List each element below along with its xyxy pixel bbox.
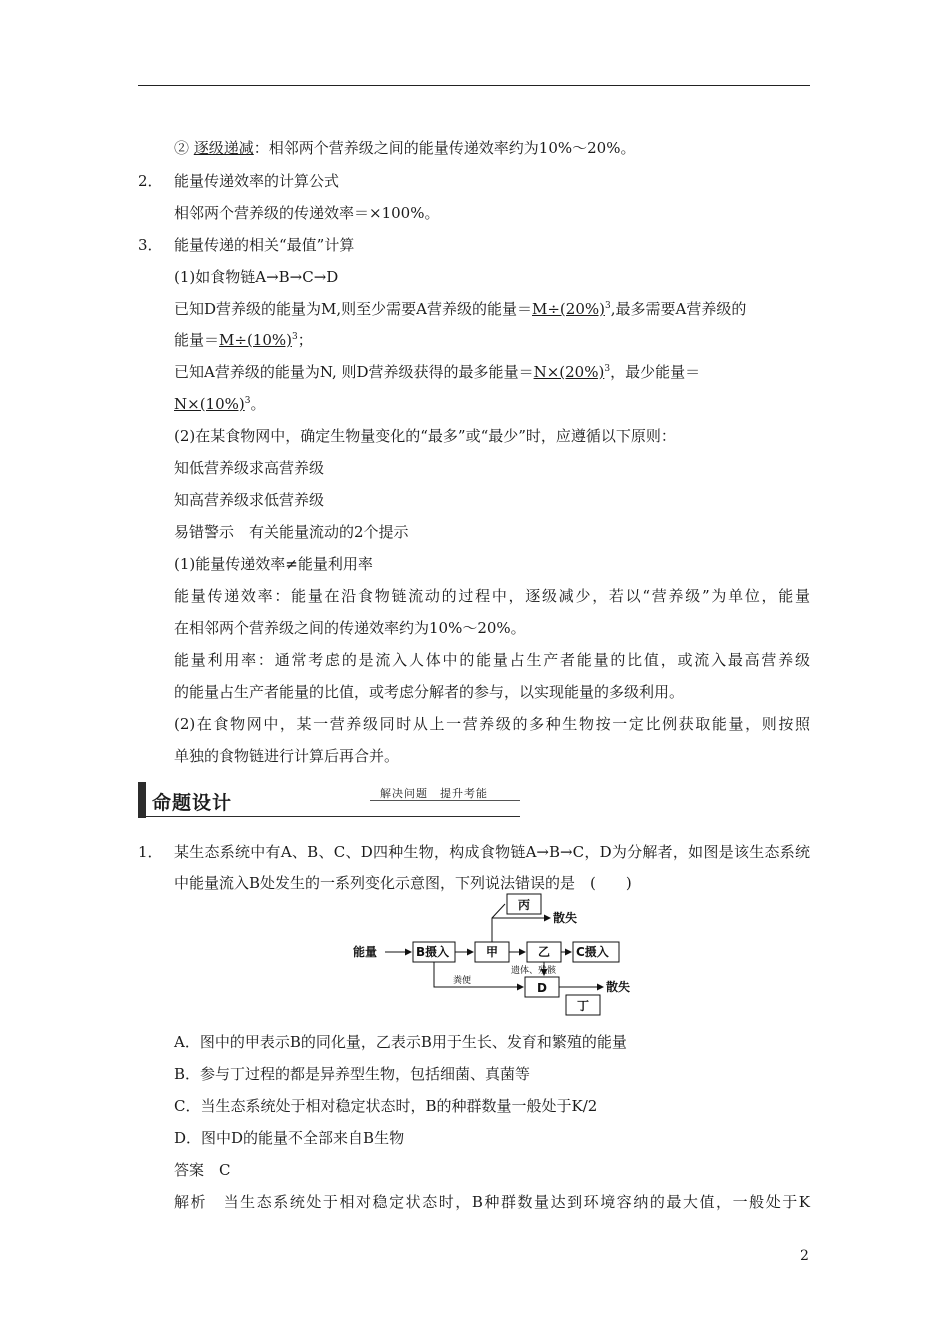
answer: 答案 C xyxy=(174,1161,231,1179)
warning-1-title: (1)能量传递效率≠能量利用率 xyxy=(174,555,373,573)
analysis: 解析 当生态系统处于相对稳定状态时，B种群数量达到环境容纳的最大值，一般处于K xyxy=(174,1193,810,1211)
label-lost-top: 散失 xyxy=(553,911,578,925)
label-bing: 丙 xyxy=(518,898,531,912)
energy-flow-diagram xyxy=(345,890,645,1020)
warning-2-text-b: 单独的食物链进行计算后再合并。 xyxy=(174,747,400,765)
label-energy: 能量 xyxy=(353,945,378,959)
label-b-intake: B摄入 xyxy=(416,945,450,959)
warning-2-text-a: (2)在食物网中，某一营养级同时从上一营养级的多种生物按一定比例获取能量，则按照 xyxy=(174,715,810,733)
question-number: 1． xyxy=(138,843,163,861)
calc-line-1: 已知D营养级的能量为M,则至少需要A营养级的能量$=M\div(20\%)^3$,最多需要A营养级的 xyxy=(174,300,747,318)
item-2-number: 2． xyxy=(138,172,163,190)
item-2-formula: 相邻两个营养级的传递效率＝×100%。 xyxy=(174,204,440,222)
section-subtitle: 解决问题 提升考能 xyxy=(380,787,488,800)
section-title: 命题设计 xyxy=(152,792,233,814)
warning-1-text-b: 在相邻两个营养级之间的传递效率约为10%～20%。 xyxy=(174,619,526,637)
question-stem-a: 某生态系统中有A、B、C、D四种生物，构成食物链A→B→C，D为分解者，如图是该生态系统 xyxy=(174,843,810,861)
section-header xyxy=(138,782,520,818)
option-c: C．当生态系统处于相对稳定状态时，B的种群数量一般处于K/2 xyxy=(174,1097,598,1115)
food-web-principle: (2)在某食物网中，确定生物量变化的“最多”或“最少”时，应遵循以下原则： xyxy=(174,427,676,445)
warning-title: 易错警示 有关能量流动的2个提示 xyxy=(174,523,409,541)
label-lost-bottom: 散失 xyxy=(606,980,631,994)
warning-1-text-d: 的能量占生产者能量的比值，或考虑分解者的参与，以实现能量的多级利用。 xyxy=(174,683,685,701)
option-a: A．图中的甲表示B的同化量，乙表示B用于生长、发育和繁殖的能量 xyxy=(174,1033,627,1051)
warning-1-text-a: 能量传递效率：能量在沿食物链流动的过程中，逐级减少，若以“营养级”为单位，能量 xyxy=(174,587,810,605)
food-chain-example: (1)如食物链A→B→C→D xyxy=(174,268,339,286)
label-d: D xyxy=(537,981,547,995)
efficiency-point-2: ② 逐级递减：相邻两个营养级之间的能量传递效率约为10%～20%。 xyxy=(174,139,636,157)
calc-line-3: 已知A营养级的能量为N, 则D营养级获得的最多能量$=N\times(20\%)^3$，最少能量＝ xyxy=(174,363,701,381)
calc-line-2: 能量$=M\div(10\%)^3$； xyxy=(174,331,313,349)
item-3-title: 能量传递的相关“最值”计算 xyxy=(174,236,355,254)
option-b: B．参与丁过程的都是异养型生物，包括细菌、真菌等 xyxy=(174,1065,531,1083)
label-c-intake: C摄入 xyxy=(576,945,609,959)
option-d: D．图中D的能量不全部来自B生物 xyxy=(174,1129,405,1147)
energy-flow-svg xyxy=(345,890,645,1020)
label-jia: 甲 xyxy=(486,945,499,959)
label-yi: 乙 xyxy=(538,945,551,959)
top-rule xyxy=(138,85,810,86)
item-3-number: 3． xyxy=(138,236,163,254)
principle-high-to-low: 知高营养级求低营养级 xyxy=(174,491,325,509)
label-remains: 遗体、残骸 xyxy=(511,966,557,976)
question-stem-b: 中能量流入B处发生的一系列变化示意图，下列说法错误的是 ( ) xyxy=(174,874,632,892)
calc-line-4: $N\times(10\%)^3$。 xyxy=(174,395,266,413)
label-feces: 粪便 xyxy=(453,976,472,986)
section-header-bar xyxy=(138,782,146,818)
item-2-title: 能量传递效率的计算公式 xyxy=(174,172,340,190)
warning-1-text-c: 能量利用率：通常考虑的是流入人体中的能量占生产者能量的比值，或流入最高营养级 xyxy=(174,651,810,669)
page-number: 2 xyxy=(800,1248,809,1264)
principle-low-to-high: 知低营养级求高营养级 xyxy=(174,459,325,477)
section-rule xyxy=(138,816,520,817)
label-ding: 丁 xyxy=(577,999,590,1013)
